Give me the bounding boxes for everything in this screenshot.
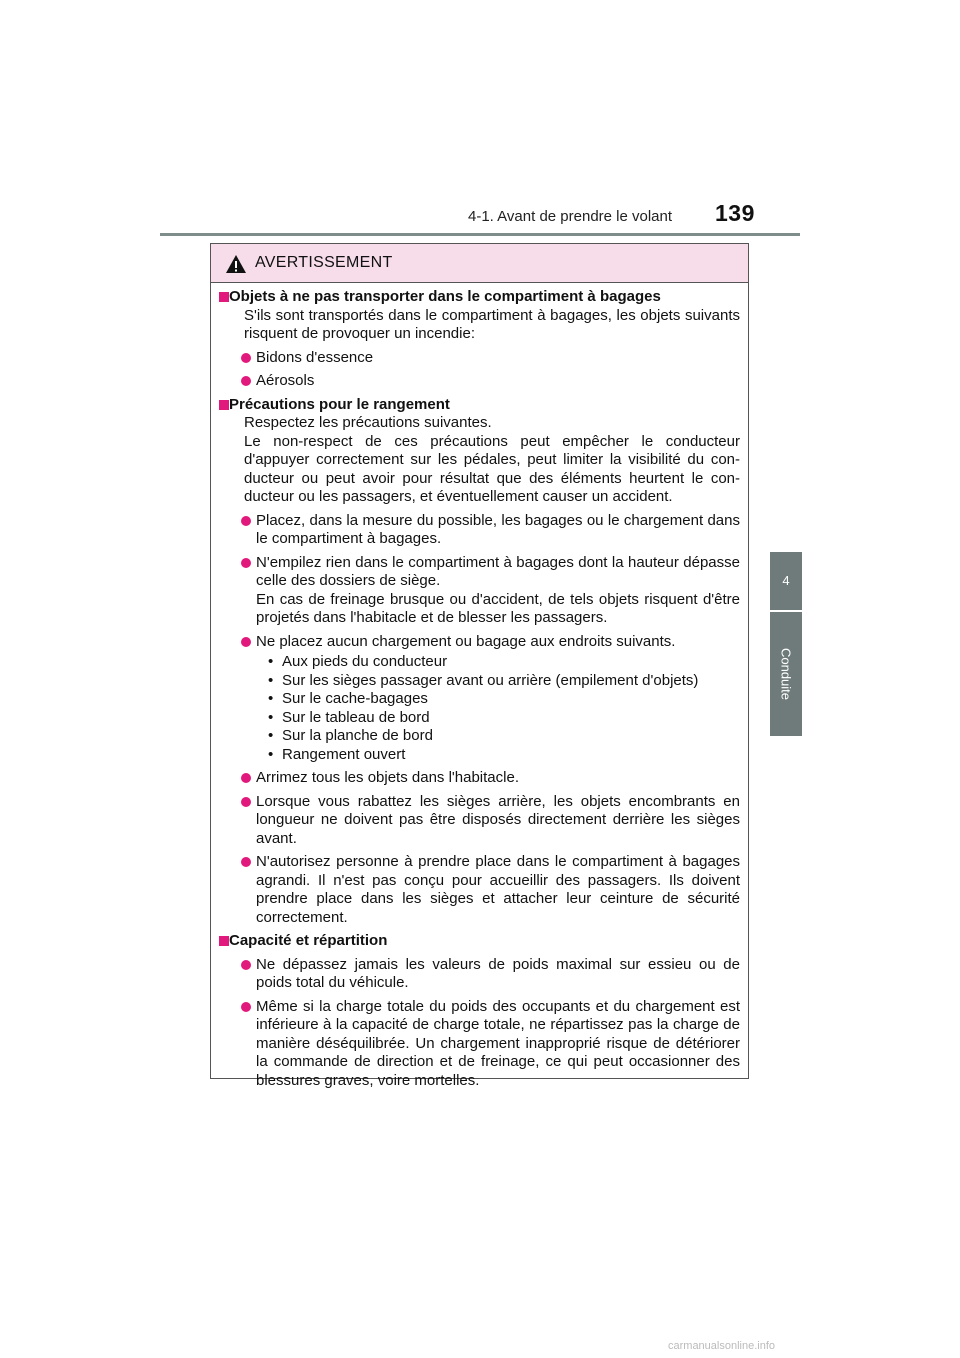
list-item-text: N'empilez rien dans le compartiment à bagages dont la hauteur dépasse celle des dossiers de siège. (256, 553, 740, 589)
list-item-text: Aérosols (256, 372, 315, 389)
warning-section (211, 288, 748, 391)
warning-content (211, 288, 748, 1095)
warning-title: AVERTISSEMENT (255, 254, 393, 271)
warning-triangle-icon (225, 254, 247, 274)
list-item (244, 554, 740, 628)
list-item-text: N'autorisez personne à prendre place dans le compartiment à bagages agrandi. Il n'est pas conçu pour accueillir des passagers. Ils doivent prendre place dans les sièges et attacher leur ceinture de sécurité correctement. (256, 853, 740, 926)
list-item-text: En cas de freinage brusque ou d'accident, de tels objets risquent d'être projetés dans l'habitacle et de blesser les passagers. (256, 590, 740, 626)
section-text: Respectez les précautions suivantes. (244, 414, 492, 431)
list-item (244, 956, 740, 993)
bullet-icon (241, 516, 251, 526)
bullet-icon (241, 960, 251, 970)
sub-list-item: • Rangement ouvert (268, 746, 740, 765)
chapter-tab-label (770, 612, 802, 736)
list-item (244, 633, 740, 765)
list-item (244, 793, 740, 849)
warning-section (211, 932, 748, 1090)
watermark: carmanualsonline.info (668, 1340, 776, 1352)
warning-header (211, 244, 748, 283)
section-square-icon (219, 400, 229, 410)
sub-list-item: • Sur la planche de bord (268, 727, 740, 746)
bullet-icon (241, 637, 251, 647)
list-item (244, 349, 740, 368)
places-list (256, 653, 740, 764)
bullet-icon (241, 376, 251, 386)
section-square-icon (219, 936, 229, 946)
bullet-icon (241, 773, 251, 783)
warning-box (210, 243, 749, 1089)
section-title: Capacité et répartition (229, 932, 388, 949)
chapter-tab-label-text: Conduite (778, 647, 794, 701)
section-title: 4-1. Avant de prendre le volant (468, 208, 673, 225)
section-title: Objets à ne pas transporter dans le compartiment à bagages (229, 288, 661, 305)
list-item-text: Même si la charge totale du poids des occupants et du chargement est inférieure à la capacité de charge totale, ne répartissez pas la charge de manière déséquilibrée. Un chargement inapproprié risque de détériorer la commande de direction et de freinage, ce qui peut occasionner des blessures graves, voire mortelles. (256, 997, 740, 1089)
bullet-icon (241, 857, 251, 867)
sub-list-item: • Aux pieds du conducteur (268, 653, 740, 672)
warning-section (211, 396, 748, 928)
bullet-icon (241, 1002, 251, 1012)
header-divider (160, 233, 800, 236)
section-square-icon (219, 292, 229, 302)
sub-list-item: • Sur les sièges passager avant ou arrière (empilement d'objets) (268, 672, 740, 691)
section-text: S'ils sont transportés dans le compartiment à bagages, les objets suivants risquent de provoquer un incendie: (244, 306, 740, 342)
section-title: Précautions pour le rangement (229, 395, 450, 413)
list-item-text: Lorsque vous rabattez les sièges arrière, les objets encombrants en longueur ne doivent pas être disposés directement derrière les sièges avant. (256, 792, 740, 847)
bullet-icon (241, 353, 251, 363)
list-item (244, 998, 740, 1091)
list-item-text: Bidons d'essence (256, 348, 374, 366)
sub-list-item: • Sur le tableau de bord (268, 709, 740, 728)
chapter-tab-number: 4 (770, 552, 802, 610)
section-text: Le non-respect de ces précautions peut empêcher le conducteur d'appuyer correctement sur les pédales, peut limiter la visibilité du conducteur ou peut avoir pour résultat que des éléments heurtent le conducteur ou les passagers, et éventuellement causer un accident. (244, 432, 740, 505)
list-item-text: Ne dépassez jamais les valeurs de poids maximal sur essieu ou de poids total du véhicule. (256, 955, 740, 991)
page-number: 139 (715, 200, 755, 226)
list-item (244, 769, 740, 788)
bullet-icon (241, 797, 251, 807)
list-item-text: Placez, dans la mesure du possible, les bagages ou le chargement dans le compartiment à bagages. (256, 511, 740, 547)
sub-list-item: • Sur le cache-bagages (268, 690, 740, 709)
list-item-text: Arrimez tous les objets dans l'habitacle. (256, 769, 519, 786)
list-item (244, 512, 740, 549)
list-item (244, 853, 740, 927)
list-item-text: Ne placez aucun chargement ou bagage aux endroits suivants. (256, 632, 676, 650)
list-item (244, 372, 740, 391)
bullet-icon (241, 558, 251, 568)
